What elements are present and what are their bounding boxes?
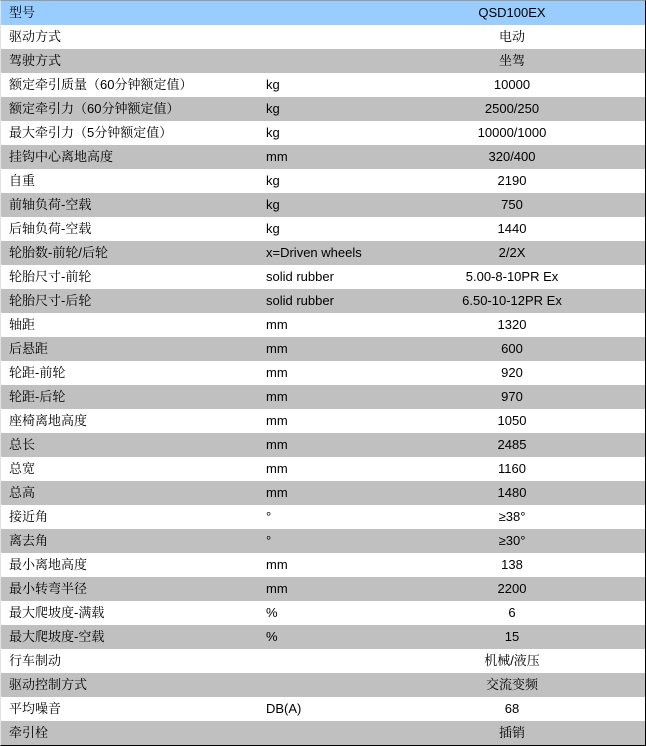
table-row: [1, 1, 645, 25]
table-row: [1, 337, 645, 361]
table-row: [1, 217, 645, 241]
table-row: [1, 577, 645, 601]
spec-value: 插销: [498, 725, 525, 740]
spec-value: ≥38°: [498, 509, 526, 524]
spec-value: 1480: [497, 485, 527, 500]
table-row: [1, 361, 645, 385]
table-row: [1, 433, 645, 457]
table-row: [1, 241, 645, 265]
spec-value: 1320: [497, 317, 527, 332]
spec-unit: mm: [266, 413, 288, 428]
table-row: [1, 505, 645, 529]
spec-unit: kg: [266, 77, 280, 92]
spec-unit: x=Driven wheels: [266, 245, 362, 260]
spec-unit: %: [266, 629, 278, 644]
table-row: [1, 169, 645, 193]
spec-value: 2485: [497, 437, 527, 452]
spec-unit: mm: [266, 149, 288, 164]
spec-label: 自重: [9, 173, 36, 188]
spec-value: 1160: [498, 461, 526, 476]
spec-unit: kg: [266, 125, 280, 140]
table-row: [1, 721, 645, 745]
spec-label: 总宽: [9, 461, 36, 476]
spec-value: QSD100EX: [478, 5, 546, 20]
spec-label: 前轴负荷-空载: [9, 197, 92, 212]
spec-label: 离去角: [9, 533, 49, 548]
spec-table-body: [1, 1, 645, 745]
spec-value: 2500/250: [484, 101, 540, 116]
spec-label: 挂钩中心离地高度: [9, 149, 114, 164]
spec-label: 最大牵引力（5分钟额定值）: [9, 125, 173, 140]
spec-label: 座椅离地高度: [9, 413, 88, 428]
table-row: [1, 49, 645, 73]
spec-label: 型号: [9, 5, 36, 20]
spec-value: 6.50-10-12PR Ex: [462, 293, 562, 308]
table-row: [1, 457, 645, 481]
table-row: [1, 97, 645, 121]
spec-value: 920: [501, 365, 523, 380]
spec-label: 最大爬坡度-满载: [9, 605, 105, 620]
spec-value: 15: [504, 629, 520, 644]
spec-label: 最小离地高度: [9, 557, 88, 572]
spec-label: 额定牵引力（60分钟额定值）: [9, 101, 180, 116]
spec-label: 总长: [9, 437, 36, 452]
table-row: [1, 553, 645, 577]
spec-value: 1440: [497, 221, 527, 236]
spec-label: 平均噪音: [9, 701, 62, 716]
spec-value: 6: [508, 605, 516, 620]
spec-value: 2/2X: [498, 245, 526, 260]
spec-label: 后轴负荷-空载: [9, 221, 92, 236]
spec-label: 轴距: [9, 317, 36, 332]
spec-unit: °: [266, 509, 272, 524]
spec-unit: mm: [266, 341, 288, 356]
spec-label: 牵引栓: [9, 725, 49, 740]
table-row: [1, 481, 645, 505]
table-row: [1, 121, 645, 145]
spec-unit: kg: [266, 173, 280, 188]
table-row: [1, 673, 645, 697]
spec-value: 68: [504, 701, 520, 716]
spec-label: 接近角: [9, 509, 49, 524]
table-row: [1, 625, 645, 649]
table-row: [1, 649, 645, 673]
table-row: [1, 601, 645, 625]
spec-unit: mm: [266, 437, 288, 452]
spec-unit: solid rubber: [266, 269, 334, 284]
spec-value: 机械/液压: [484, 653, 540, 668]
spec-label: 总高: [9, 485, 36, 500]
spec-value: 750: [501, 197, 523, 212]
spec-unit: °: [266, 533, 272, 548]
spec-label: 轮距-后轮: [9, 389, 66, 404]
spec-value: 970: [501, 389, 523, 404]
spec-value: 600: [501, 341, 523, 356]
spec-value: 交流变频: [485, 677, 538, 692]
spec-value: 电动: [498, 29, 525, 44]
spec-value: 2200: [497, 581, 527, 596]
spec-value: 1050: [497, 413, 527, 428]
spec-label: 后悬距: [9, 341, 49, 356]
spec-value: 10000/1000: [477, 125, 547, 140]
spec-unit: mm: [266, 581, 288, 596]
spec-unit: mm: [266, 461, 288, 476]
spec-value: 坐驾: [498, 53, 525, 68]
spec-label: 行车制动: [9, 653, 62, 668]
spec-label: 驱动控制方式: [9, 677, 88, 692]
spec-value: 5.00-8-10PR Ex: [465, 269, 559, 284]
table-row: [1, 289, 645, 313]
spec-unit: kg: [266, 197, 280, 212]
spec-unit: kg: [266, 101, 280, 116]
spec-label: 轮胎尺寸-后轮: [9, 293, 92, 308]
spec-value: 138: [501, 557, 523, 572]
spec-label: 驾驶方式: [9, 53, 62, 68]
spec-unit: solid rubber: [266, 293, 334, 308]
table-row: [1, 409, 645, 433]
spec-label: 轮胎数-前轮/后轮: [9, 245, 108, 260]
table-row: [1, 313, 645, 337]
spec-value: 10000: [493, 77, 531, 92]
table-row: [1, 265, 645, 289]
spec-label: 轮胎尺寸-前轮: [9, 269, 92, 284]
spec-value: ≥30°: [498, 533, 526, 548]
table-row: [1, 25, 645, 49]
spec-value: 320/400: [488, 149, 536, 164]
spec-unit: DB(A): [266, 701, 302, 716]
table-row: [1, 193, 645, 217]
spec-label: 轮距-前轮: [9, 365, 66, 380]
spec-label: 驱动方式: [9, 29, 62, 44]
spec-unit: kg: [266, 221, 280, 236]
table-row: [1, 697, 645, 721]
spec-label: 最大爬坡度-空载: [9, 629, 105, 644]
spec-unit: mm: [266, 485, 288, 500]
table-row: [1, 73, 645, 97]
spec-unit: mm: [266, 317, 288, 332]
spec-unit: mm: [266, 365, 288, 380]
spec-label: 最小转弯半径: [9, 581, 88, 596]
table-row: [1, 145, 645, 169]
spec-label: 额定牵引质量（60分钟额定值）: [9, 77, 193, 92]
spec-unit: mm: [266, 389, 288, 404]
table-row: [1, 385, 645, 409]
spec-value: 2190: [497, 173, 527, 188]
spec-unit: mm: [266, 557, 288, 572]
table-row: [1, 529, 645, 553]
spec-unit: %: [266, 605, 278, 620]
